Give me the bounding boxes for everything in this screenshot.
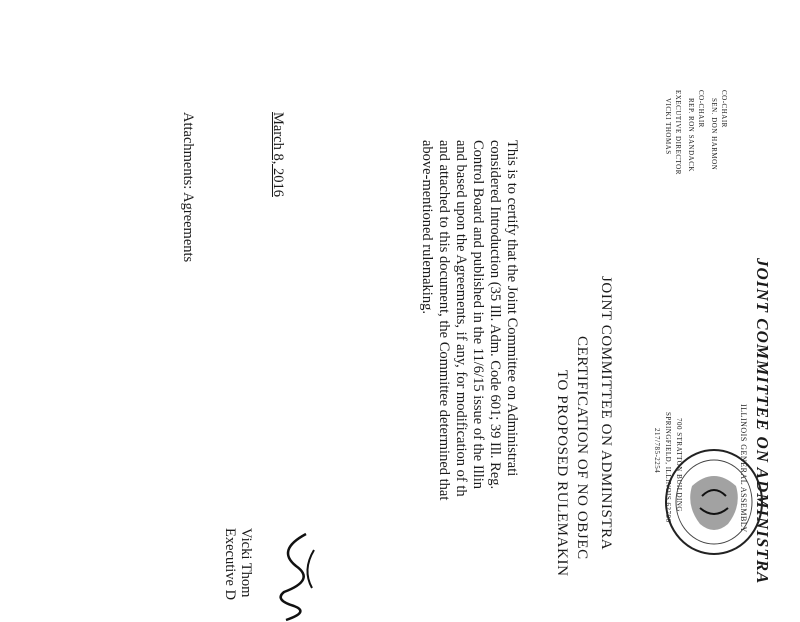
state-seal-icon xyxy=(662,446,766,558)
left-block-line-2: SEN. DON HARMON xyxy=(710,98,718,171)
signatory-title: Executive D xyxy=(222,528,238,601)
left-block-line-4: REP. RON SANDACK xyxy=(687,98,695,172)
cert-title-line-2: CERTIFICATION OF NO OBJEC xyxy=(574,336,590,560)
cert-title-line-1: JOINT COMMITTEE ON ADMINISTRA xyxy=(598,276,614,551)
left-block-line-6: VICKI THOMAS xyxy=(664,98,672,155)
body-line-5: and attached to this document, the Committee determined that xyxy=(436,140,452,501)
body-line-4: and based upon the Agreements, if any, for modification of th xyxy=(453,140,469,497)
signatory-name: Vicki Thom xyxy=(238,528,254,598)
body-line-1: This is to certify that the Joint Committee on Administrati xyxy=(504,140,520,477)
address-line-1: 700 STRATTON BUILDING xyxy=(675,418,683,512)
signature-icon xyxy=(266,530,326,622)
date: March 8, 2016 xyxy=(270,112,286,197)
address-line-3: 217/785-2254 xyxy=(653,428,661,474)
left-block-line-5: EXECUTIVE DIRECTOR xyxy=(674,90,682,175)
address-line-2: SPRINGFIELD, ILLINOIS 62706 xyxy=(664,412,672,523)
body-line-2: considered Introduction (35 Ill. Adm. Code 601; 39 Ill. Reg. xyxy=(487,140,503,490)
committee-title: JOINT COMMITTEE ON ADMINISTRA xyxy=(753,258,772,585)
cert-title-line-3: TO PROPOSED RULEMAKIN xyxy=(554,370,570,577)
assembly-name: ILLINOIS GENERAL ASSEMBLY xyxy=(739,404,748,533)
attachments-line: Attachments: Agreements xyxy=(180,112,196,263)
left-block-line-1: CO-CHAIR xyxy=(720,90,728,128)
body-line-3: Control Board and published in the 11/6/15 issue of the Illin xyxy=(470,140,486,490)
body-line-6: above-mentioned rulemaking. xyxy=(419,140,435,314)
left-block-line-3: CO-CHAIR xyxy=(697,90,705,128)
